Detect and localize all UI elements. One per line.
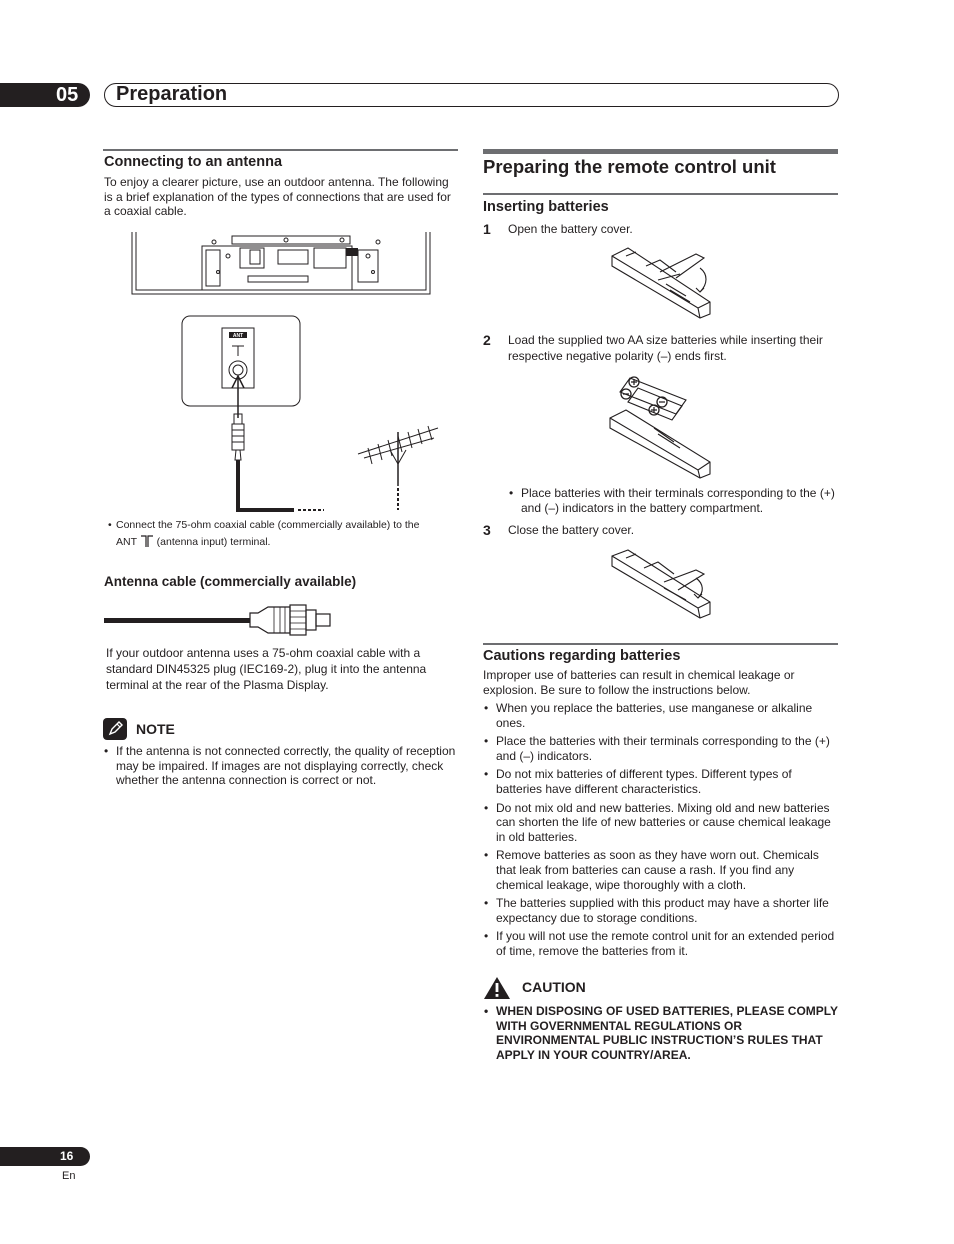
language-code: En (62, 1170, 76, 1182)
cautions-item: • Do not mix batteries of different types. Different types of batteries have different characteristics. (484, 767, 838, 796)
step-text: Close the battery cover. (508, 523, 635, 537)
section-rule (483, 643, 838, 645)
note-list (104, 744, 456, 792)
step2-bullet-list (509, 486, 839, 519)
chapter-number: 05 (56, 84, 79, 106)
step-number: 2 (483, 332, 491, 348)
caution-label: CAUTION (522, 979, 586, 995)
caution-item: • WHEN DISPOSING OF USED BATTERIES, PLEASE COMPLY WITH GOVERNMENTAL REGULATIONS OR ENVIRONMENTAL PUBLIC INSTRUCTION’S RULES THAT APPLY IN YOUR COUNTRY/AREA. (484, 1004, 838, 1062)
step-text: Load the supplied two AA size batteries while inserting their respective negative polarity (–) ends first. (508, 333, 823, 363)
section-rule (103, 149, 458, 151)
connect-note-ant: ANT (116, 536, 137, 548)
inserting-heading: Inserting batteries (483, 199, 609, 215)
cautions-item: • Do not mix old and new batteries. Mixing old and new batteries can shorten the life of new batteries or cause chemical leakage in old batteries. (484, 801, 838, 845)
cautions-intro: Improper use of batteries can result in chemical leakage or explosion. Be sure to follow the instructions below. (483, 668, 795, 697)
cautions-item: • Remove batteries as soon as they have worn out. Chemicals that leak from batteries can cause a rash. If you find any chemical leakage, wipe thoroughly with a cloth. (484, 848, 838, 892)
note-item: • If the antenna is not connected correctly, the quality of reception may be impaired. If images are not displaying correctly, check whether the antenna connection is correct or not. (104, 744, 456, 788)
page-number-tab (0, 1147, 90, 1166)
cautions-item: • Place the batteries with their terminals corresponding to the (+) and (–) indicators. (484, 734, 838, 763)
warning-icon (483, 976, 511, 1005)
page-number: 16 (60, 1149, 74, 1163)
chapter-title: Preparation (116, 83, 228, 105)
step-text: Open the battery cover. (508, 222, 633, 236)
cable-heading: Antenna cable (commercially available) (104, 574, 357, 589)
cable-text: If your outdoor antenna uses a 75-ohm coaxial cable with a standard DIN45325 plug (IEC169-2), plug it into the antenna terminal at the rear of the Plasma Display. (106, 646, 427, 692)
antenna-symbol-icon (140, 535, 154, 547)
antenna-connection-illustration (128, 232, 440, 514)
caution-list (484, 1004, 838, 1066)
cautions-item: • If you will not use the remote control unit for an extended period of time, remove the batteries from it. (484, 929, 838, 958)
connect-note-text-c: (antenna input) terminal. (156, 536, 271, 548)
note-label: NOTE (136, 721, 175, 737)
cautions-item: • The batteries supplied with this product may have a shorter life expectancy due to storage conditions. (484, 896, 838, 925)
cautions-heading: Cautions regarding batteries (483, 648, 681, 664)
pencil-icon (103, 718, 127, 740)
step-number: 1 (483, 221, 491, 237)
cautions-list (484, 701, 838, 963)
section-rule-thick (483, 149, 838, 154)
antenna-cable-illustration (104, 600, 336, 640)
ant-port-label: ANT (232, 333, 244, 339)
remote-open-cover-illustration (606, 244, 718, 320)
cautions-item: • When you replace the batteries, use manganese or alkaline ones. (484, 701, 838, 730)
antenna-intro: To enjoy a clearer picture, use an outdoor antenna. The following is a brief explanation of the types of connections that are used for a coaxial cable. (104, 175, 451, 219)
connect-note-text-a: Connect the 75-ohm coaxial cable (commercially available) to the (116, 519, 420, 531)
antenna-heading: Connecting to an antenna (104, 154, 283, 170)
section-rule (483, 193, 838, 195)
connect-note (108, 517, 456, 551)
battery-insertion-illustration (606, 372, 718, 480)
step2-bullet: • Place batteries with their terminals corresponding to the (+) and (–) indicators in the battery compartment. (509, 486, 839, 515)
remote-close-cover-illustration (606, 548, 718, 620)
step-number: 3 (483, 522, 491, 538)
bullet: • (108, 519, 112, 531)
remote-section-title: Preparing the remote control unit (483, 156, 776, 177)
